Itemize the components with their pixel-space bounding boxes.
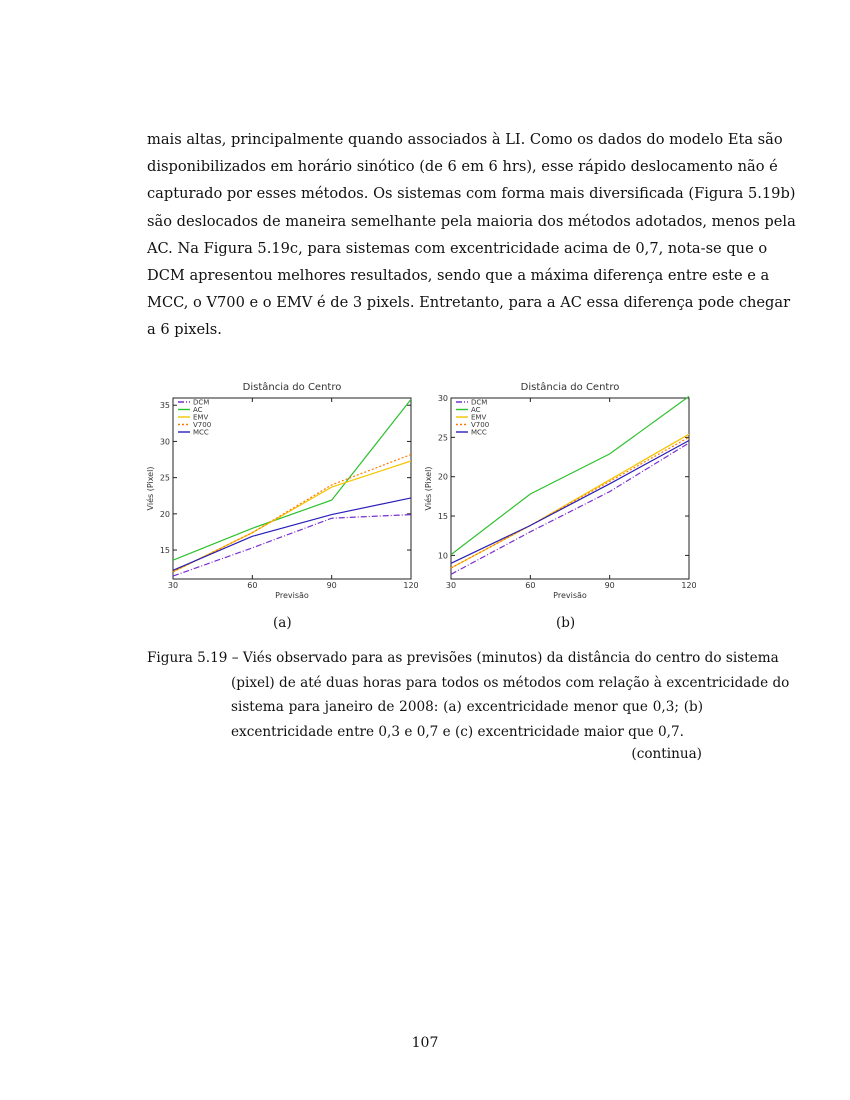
series-line-mcc: [173, 498, 411, 570]
x-tick-label: 30: [167, 581, 179, 590]
caption-line: excentricidade entre 0,3 e 0,7 e (c) excentricidade maior que 0,7.: [231, 723, 684, 740]
series-line-emv: [451, 434, 689, 568]
x-tick-label: 30: [445, 581, 457, 590]
paragraph-line: AC. Na Figura 5.19c, para sistemas com excentricidade acima de 0,7, nota-se que o: [147, 239, 768, 257]
series-line-mcc: [451, 441, 689, 564]
y-tick-label: 20: [159, 509, 170, 519]
x-axis-label: Previsão: [275, 591, 309, 600]
subfigure-label-a: (a): [273, 615, 292, 631]
x-tick-label: 90: [326, 581, 337, 590]
y-tick-label: 30: [159, 437, 170, 447]
chart-a-svg: [140, 378, 430, 603]
legend-label-dcm: DCM: [193, 398, 210, 407]
paragraph-line: mais altas, principalmente quando associados à LI. Como os dados do modelo Eta são: [147, 131, 783, 148]
y-tick-label: 10: [437, 551, 448, 561]
legend-label-v700: V700: [193, 421, 212, 429]
y-tick-label: 35: [159, 401, 170, 411]
y-axis-label: Viés (Pixel): [424, 466, 433, 511]
subfigure-label-b: (b): [556, 615, 576, 631]
legend-label-emv: EMV: [193, 413, 209, 422]
y-tick-label: 15: [159, 546, 170, 556]
page-number: 107: [411, 1035, 439, 1051]
legend-label-ac: AC: [193, 406, 203, 414]
body-paragraph: [147, 126, 796, 344]
y-axis-label: Viés (Pixel): [146, 466, 155, 511]
paragraph-line: MCC, o V700 e o EMV é de 3 pixels. Entretanto, para a AC essa diferença pode chegar: [147, 294, 791, 312]
x-tick-label: 60: [247, 581, 258, 590]
x-tick-label: 60: [525, 581, 536, 590]
y-tick-label: 25: [437, 433, 448, 443]
paragraph-line: capturado por esses métodos. Os sistemas com forma mais diversificada (Figura 5.19b): [147, 185, 796, 203]
legend-label-mcc: MCC: [193, 428, 209, 437]
legend-label-v700: V700: [471, 421, 490, 429]
paragraph-line: a 6 pixels.: [147, 321, 222, 339]
y-tick-label: 25: [159, 473, 170, 483]
x-tick-label: 120: [403, 581, 419, 590]
continua-note: (continua): [631, 746, 702, 762]
paragraph-line: são deslocados de maneira semelhante pela maioria dos métodos adotados, menos pela: [147, 212, 796, 230]
x-tick-label: 90: [604, 581, 615, 590]
chart-a: [140, 378, 430, 603]
x-tick-label: 120: [681, 581, 697, 590]
legend-label-emv: EMV: [471, 413, 487, 422]
caption-line: (pixel) de até duas horas para todos os métodos com relação à excentricidade do: [231, 674, 790, 691]
chart-b: [418, 378, 708, 603]
figure-caption: [147, 646, 790, 744]
paragraph-line: DCM apresentou melhores resultados, sendo que a máxima diferença entre este e a: [147, 267, 770, 285]
y-tick-label: 15: [437, 512, 448, 522]
series-line-dcm: [451, 443, 689, 574]
legend-label-mcc: MCC: [471, 428, 487, 437]
y-tick-label: 30: [437, 394, 448, 403]
caption-line: sistema para janeiro de 2008: (a) excentricidade menor que 0,3; (b): [231, 699, 703, 715]
legend-label-dcm: DCM: [471, 398, 488, 407]
chart-title: Distância do Centro: [242, 382, 342, 393]
x-axis-label: Previsão: [553, 591, 587, 600]
chart-b-svg: [418, 378, 708, 603]
legend-label-ac: AC: [471, 406, 481, 414]
caption-line: Figura 5.19 – Viés observado para as previsões (minutos) da distância do centro do sistema: [147, 650, 779, 666]
chart-title: Distância do Centro: [520, 382, 620, 393]
paragraph-line: disponibilizados em horário sinótico (de 6 em 6 hrs), esse rápido deslocamento não é: [147, 158, 778, 176]
y-tick-label: 20: [437, 472, 448, 482]
